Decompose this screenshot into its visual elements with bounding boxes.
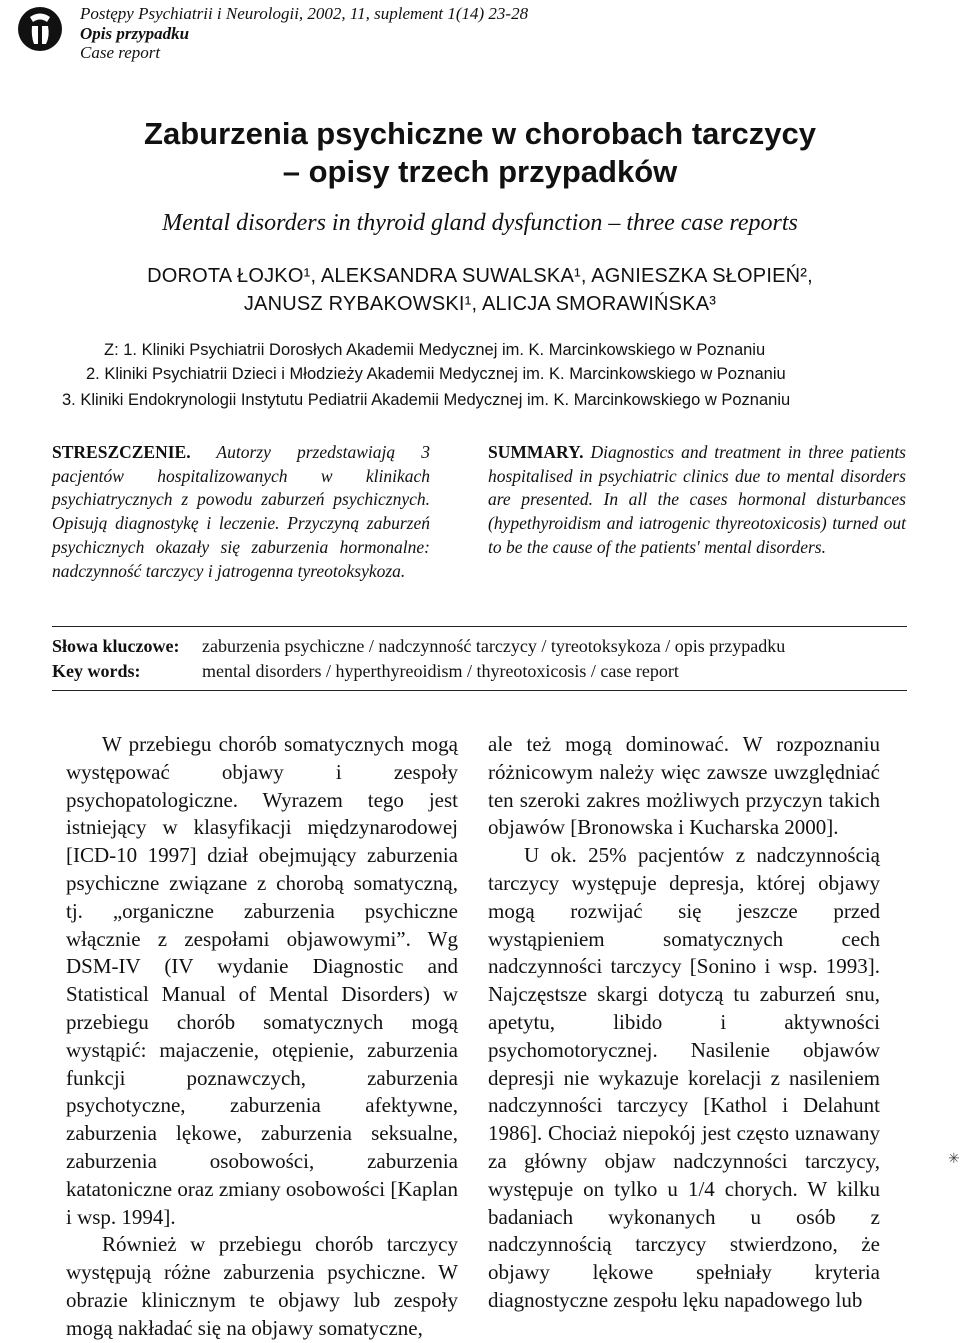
body-paragraph: Również w przebiegu chorób tarczycy występują różne zaburzenia psychiczne. W obrazie klinicznym te objawy lub zespoły mogą nakładać się na objawy somatyczne, — [66, 1232, 458, 1340]
authors-line-1: DOROTA ŁOJKO¹, ALEKSANDRA SUWALSKA¹, AGNIESZKA SŁOPIEŃ², — [147, 265, 813, 287]
abstract-en-label: SUMMARY. — [488, 442, 584, 462]
title-line-2: – opisy trzech przypadków — [282, 154, 678, 189]
body-left-column — [66, 731, 458, 1343]
title-line-1: Zaburzenia psychiczne w chorobach tarczycy — [144, 116, 816, 151]
english-subtitle: Mental disorders in thyroid gland dysfunction – three case reports — [162, 210, 798, 236]
affiliation-3: 3. Kliniki Endokrynologii Instytutu Pediatrii Akademii Medycznej im. K. Marcinkowskiego w Poznaniu — [62, 391, 791, 409]
journal-logo-icon — [16, 4, 64, 54]
abstract-pl-text: Autorzy przedstawiają 3 pacjentów hospitalizowanych w klinikach psychiatrycznych z powodu zaburzeń psychicznych. Opisują diagnostykę i leczenie. Przyczyną zaburzeń psychicznych okazały się zaburzenia hormonalne: nadczynność tarczycy i jatrogenna tyreotoksykoza. — [52, 442, 431, 581]
abstract-pl — [52, 441, 430, 583]
article-type-en: Case report — [80, 43, 161, 62]
authors-line-2: JANUSZ RYBAKOWSKI¹, ALICJA SMORAWIŃSKA³ — [243, 293, 717, 315]
body-paragraph: U ok. 25% pacjentów z nadczynnością tarczycy występuje depresja, której objawy mogą rozwijać się jeszcze przed wystąpieniem somatycznych cech nadczynności tarczycy [Sonino i wsp. 1993]. Najczęstsze skargi dotyczą tu zaburzeń snu, apetytu, libido i aktywności psychomotorycznej. Nasilenie objawów depresji nie wykazuje korelacji z nasileniem nadczynności tarczycy [Kathol i Delahunt 1986]. Chociaż niepokój jest często uznawany za główny objaw nadczynności tarczycy, występuje on tylko u 1/4 chorych. W kilku badaniach wykonanych u osób z nadczynnością tarczycy stwierdzono, że objawy lękowe spełniały kryteria diagnostyczne zespołu lęku napadowego lub — [488, 843, 880, 1312]
article-type-pl: Opis przypadku — [80, 23, 190, 43]
keywords-top-rule — [52, 626, 907, 627]
affiliation-1: Z: 1. Kliniki Psychiatrii Dorosłych Akademii Medycznej im. K. Marcinkowskiego w Poznaniu — [104, 341, 766, 359]
keywords-pl-text: zaburzenia psychiczne / nadczynność tarczycy / tyreotoksykoza / opis przypadku — [202, 636, 786, 656]
abstract-en — [488, 441, 906, 560]
abstract-pl-label: STRESZCZENIE. — [52, 442, 191, 462]
keywords-pl-row — [52, 634, 912, 658]
body-right-column — [488, 731, 880, 1315]
scan-artifact-mark: ✳ — [948, 1152, 960, 1167]
affiliation-2: 2. Kliniki Psychiatrii Dzieci i Młodzieży Akademii Medycznej im. K. Marcinkowskiego w Poznaniu — [86, 365, 786, 383]
keywords-en-label: Key words: — [52, 661, 141, 681]
abstract-en-text: Diagnostics and treatment in three patients hospitalised in psychiatric clinics due to mental disorders are presented. In all the cases hormonal disturbances (hypethyroidism and iatrogenic thyreotoxicosis) turned out to be the cause of the patients' mental disorders. — [488, 442, 906, 557]
keywords-en-row — [52, 659, 912, 683]
journal-citation: Postępy Psychiatrii i Neurologii, 2002, 11, suplement 1(14) 23-28 — [80, 4, 529, 23]
keywords-en-text: mental disorders / hyperthyreoidism / thyreotoxicosis / case report — [202, 661, 679, 681]
keywords-bottom-rule — [52, 690, 907, 691]
keywords-pl-label: Słowa kluczowe: — [52, 636, 180, 656]
body-paragraph: ale też mogą dominować. W rozpoznaniu różnicowym należy więc zawsze uwzględniać ten szeroki zakres możliwych przyczyn takich objawów [Bronowska i Kucharska 2000]. — [488, 732, 880, 840]
body-paragraph: W przebiegu chorób somatycznych mogą występować objawy i zespoły psychopatologiczne. Wyrazem tego jest istniejący w klasyfikacji międzynarodowej [ICD-10 1997] dział obejmujący zaburzenia psychiczne związane z chorobą somatyczną, tj. „organiczne zaburzenia psychiczne włącznie z zespołami objawowymi”. Wg DSM-IV (IV wydanie Diagnostic and Statistical Manual of Mental Disorders) w przebiegu chorób somatycznych mogą wystąpić: majaczenie, otępienie, zaburzenia funkcji poznawczych, zaburzenia psychotyczne, zaburzenia afektywne, zaburzenia lękowe, zaburzenia seksualne, zaburzenia osobowości, zaburzenia katatoniczne oraz zmiany osobowości [Kaplan i wsp. 1994]. — [66, 732, 458, 1229]
